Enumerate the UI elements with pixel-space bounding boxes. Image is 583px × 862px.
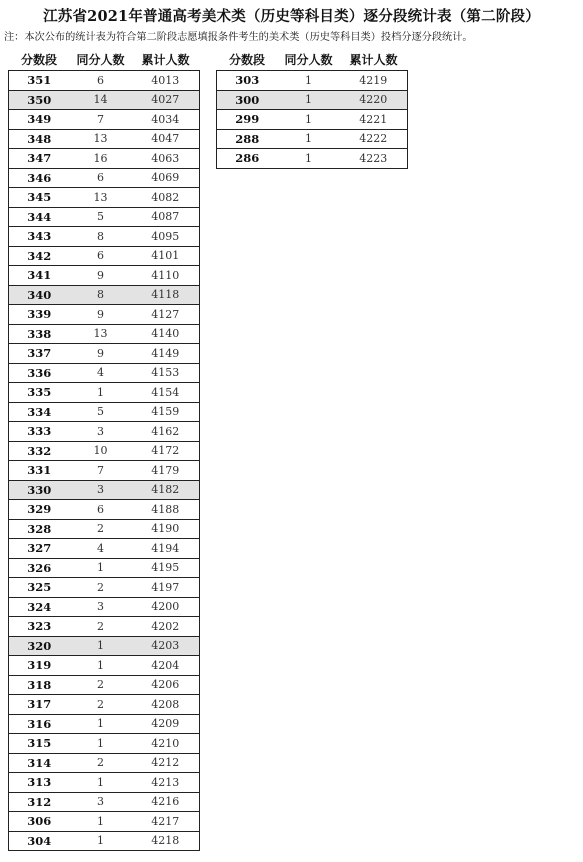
same-score-count-cell: 1 <box>70 714 132 734</box>
cumulative-count-cell: 4082 <box>132 188 200 208</box>
table-row <box>217 110 408 130</box>
table-row <box>9 500 200 520</box>
table-row <box>9 90 200 110</box>
score-cell: 328 <box>9 519 70 539</box>
table-row <box>9 383 200 403</box>
same-score-count-cell: 9 <box>70 305 132 325</box>
score-cell: 300 <box>217 90 278 110</box>
score-cell: 330 <box>9 480 70 500</box>
table-row <box>9 617 200 637</box>
score-cell: 338 <box>9 324 70 344</box>
table-row <box>9 812 200 832</box>
score-table-left-body <box>9 71 200 851</box>
table-row <box>9 636 200 656</box>
score-cell: 332 <box>9 441 70 461</box>
table-row <box>9 792 200 812</box>
score-cell: 351 <box>9 71 70 91</box>
cumulative-count-cell: 4221 <box>340 110 408 130</box>
same-score-count-cell: 1 <box>70 812 132 832</box>
cumulative-count-cell: 4118 <box>132 285 200 305</box>
same-score-count-cell: 3 <box>70 480 132 500</box>
table-row <box>9 168 200 188</box>
cumulative-count-cell: 4034 <box>132 110 200 130</box>
same-score-count-cell: 4 <box>70 539 132 559</box>
table-row <box>9 227 200 247</box>
cumulative-count-cell: 4149 <box>132 344 200 364</box>
cumulative-count-cell: 4127 <box>132 305 200 325</box>
score-cell: 348 <box>9 129 70 149</box>
cumulative-count-cell: 4159 <box>132 402 200 422</box>
cumulative-count-cell: 4101 <box>132 246 200 266</box>
cumulative-count-cell: 4213 <box>132 773 200 793</box>
table-row <box>217 90 408 110</box>
footnote: 注：本次公布的统计表为符合第二阶段志愿填报条件考生的美术类（历史等科目类）投档分逐分段统计。 <box>4 32 473 43</box>
same-score-count-cell: 9 <box>70 344 132 364</box>
score-cell: 286 <box>217 149 278 169</box>
score-table-left <box>8 49 200 851</box>
table-row <box>217 71 408 91</box>
cumulative-count-cell: 4202 <box>132 617 200 637</box>
same-score-count-cell: 6 <box>70 246 132 266</box>
same-score-count-cell: 3 <box>70 792 132 812</box>
same-score-count-cell: 2 <box>70 695 132 715</box>
table-row <box>9 441 200 461</box>
same-score-count-cell: 1 <box>278 71 340 91</box>
same-score-count-cell: 2 <box>70 753 132 773</box>
page-title: 江苏省2021年普通高考美术类（历史等科目类）逐分段统计表（第二阶段） <box>43 8 540 25</box>
table-row <box>9 578 200 598</box>
score-cell: 339 <box>9 305 70 325</box>
cumulative-count-cell: 4095 <box>132 227 200 247</box>
table-row <box>217 129 408 149</box>
same-score-count-cell: 8 <box>70 227 132 247</box>
cumulative-count-cell: 4216 <box>132 792 200 812</box>
cumulative-count-cell: 4182 <box>132 480 200 500</box>
same-score-count-cell: 3 <box>70 597 132 617</box>
score-cell: 340 <box>9 285 70 305</box>
table-row <box>9 695 200 715</box>
same-score-count-cell: 1 <box>278 149 340 169</box>
table-row <box>9 363 200 383</box>
table-row <box>9 675 200 695</box>
cumulative-count-cell: 4162 <box>132 422 200 442</box>
same-score-count-cell: 13 <box>70 324 132 344</box>
score-cell: 349 <box>9 110 70 130</box>
table-row <box>9 207 200 227</box>
header-count: 同分人数 <box>70 49 132 71</box>
table-row <box>9 71 200 91</box>
score-cell: 319 <box>9 656 70 676</box>
score-cell: 320 <box>9 636 70 656</box>
header-score: 分数段 <box>217 49 278 71</box>
same-score-count-cell: 6 <box>70 168 132 188</box>
cumulative-count-cell: 4200 <box>132 597 200 617</box>
table-row <box>217 149 408 169</box>
table-row <box>9 519 200 539</box>
cumulative-count-cell: 4210 <box>132 734 200 754</box>
score-cell: 331 <box>9 461 70 481</box>
table-row <box>9 266 200 286</box>
score-cell: 318 <box>9 675 70 695</box>
score-cell: 312 <box>9 792 70 812</box>
score-cell: 344 <box>9 207 70 227</box>
cumulative-count-cell: 4223 <box>340 149 408 169</box>
table-header-row <box>9 49 200 71</box>
cumulative-count-cell: 4204 <box>132 656 200 676</box>
score-cell: 299 <box>217 110 278 130</box>
header-cumulative: 累计人数 <box>132 49 200 71</box>
cumulative-count-cell: 4209 <box>132 714 200 734</box>
table-row <box>9 422 200 442</box>
cumulative-count-cell: 4212 <box>132 753 200 773</box>
same-score-count-cell: 9 <box>70 266 132 286</box>
table-header-row <box>217 49 408 71</box>
score-cell: 345 <box>9 188 70 208</box>
cumulative-count-cell: 4063 <box>132 149 200 169</box>
table-row <box>9 110 200 130</box>
score-cell: 347 <box>9 149 70 169</box>
table-row <box>9 188 200 208</box>
score-cell: 329 <box>9 500 70 520</box>
same-score-count-cell: 3 <box>70 422 132 442</box>
same-score-count-cell: 2 <box>70 519 132 539</box>
same-score-count-cell: 2 <box>70 675 132 695</box>
table-row <box>9 129 200 149</box>
table-row <box>9 753 200 773</box>
same-score-count-cell: 6 <box>70 71 132 91</box>
same-score-count-cell: 2 <box>70 617 132 637</box>
same-score-count-cell: 8 <box>70 285 132 305</box>
table-row <box>9 149 200 169</box>
table-row <box>9 461 200 481</box>
cumulative-count-cell: 4153 <box>132 363 200 383</box>
same-score-count-cell: 7 <box>70 461 132 481</box>
header-count: 同分人数 <box>278 49 340 71</box>
cumulative-count-cell: 4194 <box>132 539 200 559</box>
cumulative-count-cell: 4172 <box>132 441 200 461</box>
score-cell: 316 <box>9 714 70 734</box>
table-row <box>9 656 200 676</box>
table-row <box>9 285 200 305</box>
cumulative-count-cell: 4110 <box>132 266 200 286</box>
score-cell: 343 <box>9 227 70 247</box>
score-cell: 337 <box>9 344 70 364</box>
table-row <box>9 558 200 578</box>
cumulative-count-cell: 4188 <box>132 500 200 520</box>
same-score-count-cell: 5 <box>70 207 132 227</box>
same-score-count-cell: 6 <box>70 500 132 520</box>
cumulative-count-cell: 4179 <box>132 461 200 481</box>
cumulative-count-cell: 4203 <box>132 636 200 656</box>
score-table-right-body <box>217 71 408 169</box>
score-cell: 334 <box>9 402 70 422</box>
table-row <box>9 714 200 734</box>
same-score-count-cell: 1 <box>70 636 132 656</box>
same-score-count-cell: 14 <box>70 90 132 110</box>
score-cell: 327 <box>9 539 70 559</box>
cumulative-count-cell: 4140 <box>132 324 200 344</box>
same-score-count-cell: 16 <box>70 149 132 169</box>
table-row <box>9 831 200 851</box>
same-score-count-cell: 2 <box>70 578 132 598</box>
score-cell: 346 <box>9 168 70 188</box>
table-row <box>9 402 200 422</box>
table-row <box>9 597 200 617</box>
score-cell: 315 <box>9 734 70 754</box>
score-cell: 333 <box>9 422 70 442</box>
score-cell: 350 <box>9 90 70 110</box>
cumulative-count-cell: 4069 <box>132 168 200 188</box>
score-cell: 336 <box>9 363 70 383</box>
score-table-right <box>216 49 408 169</box>
header-cumulative: 累计人数 <box>340 49 408 71</box>
table-row <box>9 734 200 754</box>
table-row <box>9 246 200 266</box>
same-score-count-cell: 5 <box>70 402 132 422</box>
score-cell: 306 <box>9 812 70 832</box>
header-score: 分数段 <box>9 49 70 71</box>
score-cell: 288 <box>217 129 278 149</box>
same-score-count-cell: 4 <box>70 363 132 383</box>
same-score-count-cell: 1 <box>278 110 340 130</box>
cumulative-count-cell: 4206 <box>132 675 200 695</box>
same-score-count-cell: 10 <box>70 441 132 461</box>
cumulative-count-cell: 4190 <box>132 519 200 539</box>
table-row <box>9 305 200 325</box>
same-score-count-cell: 1 <box>70 734 132 754</box>
same-score-count-cell: 1 <box>70 831 132 851</box>
same-score-count-cell: 1 <box>278 129 340 149</box>
same-score-count-cell: 13 <box>70 129 132 149</box>
cumulative-count-cell: 4217 <box>132 812 200 832</box>
table-row <box>9 324 200 344</box>
score-cell: 313 <box>9 773 70 793</box>
cumulative-count-cell: 4087 <box>132 207 200 227</box>
score-cell: 335 <box>9 383 70 403</box>
table-row <box>9 539 200 559</box>
cumulative-count-cell: 4027 <box>132 90 200 110</box>
score-cell: 303 <box>217 71 278 91</box>
same-score-count-cell: 1 <box>70 773 132 793</box>
score-cell: 341 <box>9 266 70 286</box>
table-row <box>9 773 200 793</box>
same-score-count-cell: 7 <box>70 110 132 130</box>
cumulative-count-cell: 4218 <box>132 831 200 851</box>
same-score-count-cell: 1 <box>278 90 340 110</box>
table-row <box>9 344 200 364</box>
cumulative-count-cell: 4047 <box>132 129 200 149</box>
score-cell: 314 <box>9 753 70 773</box>
cumulative-count-cell: 4197 <box>132 578 200 598</box>
score-cell: 326 <box>9 558 70 578</box>
score-cell: 323 <box>9 617 70 637</box>
score-cell: 342 <box>9 246 70 266</box>
score-cell: 317 <box>9 695 70 715</box>
cumulative-count-cell: 4208 <box>132 695 200 715</box>
score-cell: 325 <box>9 578 70 598</box>
same-score-count-cell: 13 <box>70 188 132 208</box>
cumulative-count-cell: 4222 <box>340 129 408 149</box>
cumulative-count-cell: 4154 <box>132 383 200 403</box>
same-score-count-cell: 1 <box>70 383 132 403</box>
same-score-count-cell: 1 <box>70 558 132 578</box>
table-row <box>9 480 200 500</box>
score-cell: 304 <box>9 831 70 851</box>
cumulative-count-cell: 4220 <box>340 90 408 110</box>
cumulative-count-cell: 4013 <box>132 71 200 91</box>
same-score-count-cell: 1 <box>70 656 132 676</box>
cumulative-count-cell: 4195 <box>132 558 200 578</box>
cumulative-count-cell: 4219 <box>340 71 408 91</box>
score-cell: 324 <box>9 597 70 617</box>
